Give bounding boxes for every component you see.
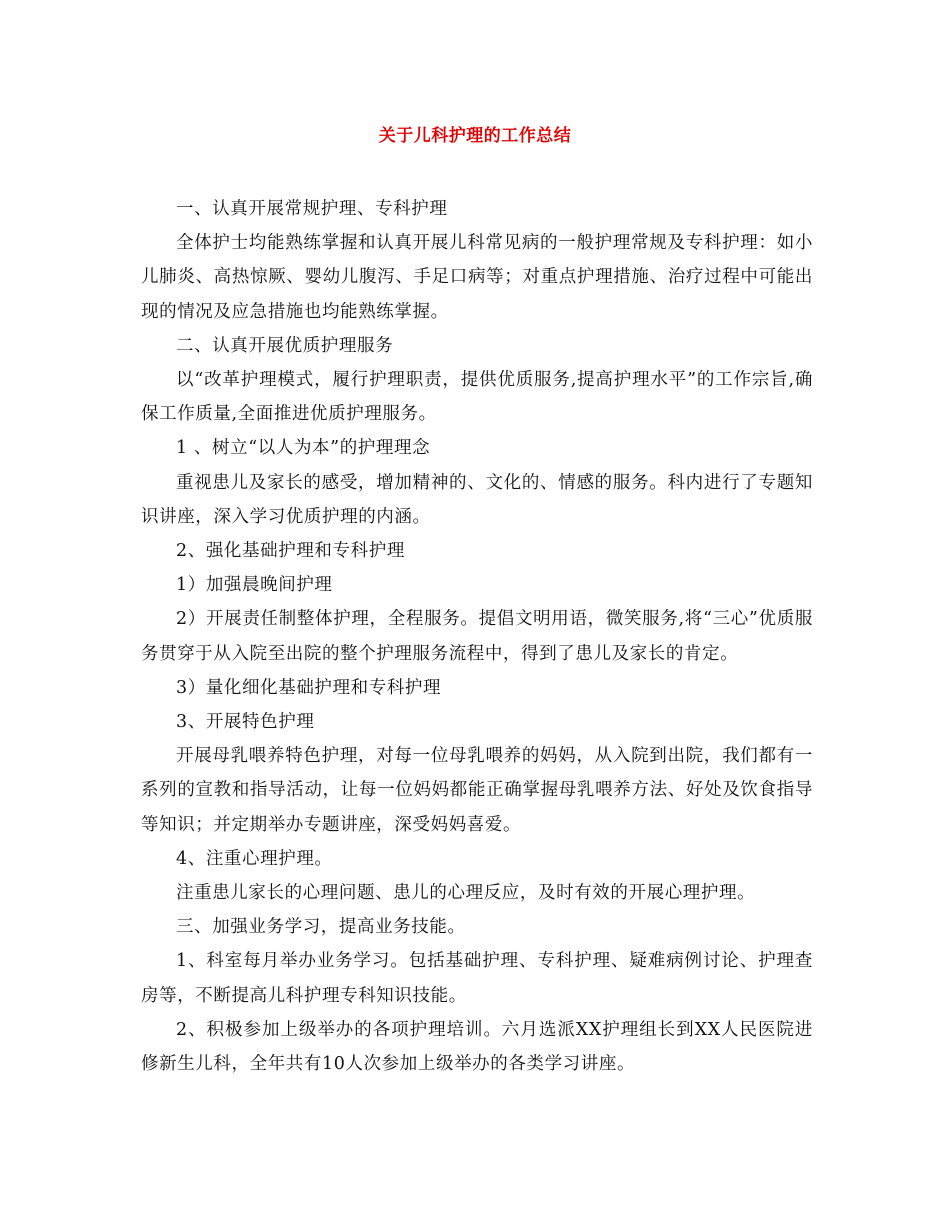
subsection-heading: 2、强化基础护理和专科护理: [176, 541, 405, 562]
document-body: [141, 192, 813, 1081]
list-item: 1）加强晨晚间护理: [176, 575, 333, 596]
subsection-heading: 4、注重心理护理。: [176, 848, 333, 869]
section-heading-1: 一、认真开展常规护理、专科护理: [176, 199, 448, 219]
paragraph: 注重患儿家长的心理问题、患儿的心理反应，及时有效的开展心理护理。: [176, 883, 756, 904]
paragraph: 全体护士均能熟练掌握和认真开展儿科常见病的一般护理常规及专科护理：如小儿肺炎、高热惊厥、婴幼儿腹泻、手足口病等；对重点护理措施、治疗过程中可能出现的情况及应急措施也均能熟练掌握。: [141, 233, 813, 322]
section-heading-3: 三、加强业务学习，提高业务技能。: [176, 917, 466, 938]
list-item: 3）量化细化基础护理和专科护理: [176, 677, 442, 698]
paragraph: 2、积极参加上级举办的各项护理培训。六月选派XX护理组长到XX人民医院进修新生儿科，全年共有10人次参加上级举办的各类学习讲座。: [141, 1019, 813, 1075]
subsection-heading: 1 、树立“以人为本”的护理理念: [176, 438, 431, 459]
paragraph: 以“改革护理模式，履行护理职责，提供优质服务,提高护理水平”的工作宗旨,确保工作质量,全面推进优质护理服务。: [141, 370, 813, 425]
list-item: 2）开展责任制整体护理，全程服务。提倡文明用语，微笑服务,将“三心”优质服务贯穿于从入院至出院的整个护理服务流程中，得到了患儿及家长的肯定。: [141, 609, 813, 664]
section-heading-2: 二、认真开展优质护理服务: [176, 335, 394, 356]
document-title: 关于儿科护理的工作总结: [378, 126, 572, 146]
paragraph: 1、科室每月举办业务学习。包括基础护理、专科护理、疑难病例讨论、护理查房等，不断提高儿科护理专科知识技能。: [141, 951, 813, 1006]
subsection-heading: 3、开展特色护理: [176, 712, 315, 733]
paragraph: 开展母乳喂养特色护理，对每一位母乳喂养的妈妈，从入院到出院，我们都有一系列的宣教和指导活动，让每一位妈妈都能正确掌握母乳喂养方法、好处及饮食指导等知识；并定期举办专题讲座，深受妈妈喜爱。: [141, 746, 813, 835]
paragraph: 重视患儿及家长的感受，增加精神的、文化的、情感的服务。科内进行了专题知识讲座，深入学习优质护理的内涵。: [141, 472, 813, 527]
